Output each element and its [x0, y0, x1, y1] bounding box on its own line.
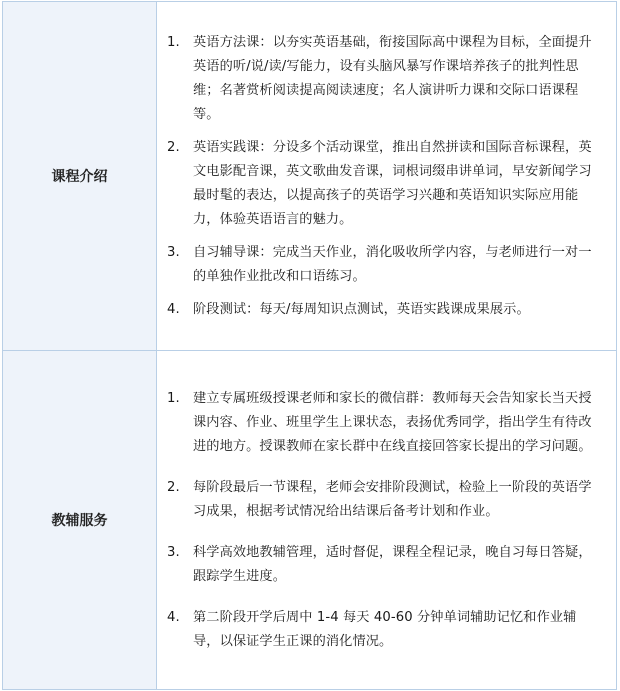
row-label-course-intro: 课程介绍	[3, 2, 157, 351]
list-number: 2.	[167, 479, 180, 495]
row-label-teaching-support: 教辅服务	[3, 351, 157, 690]
course-info-table	[2, 1, 617, 690]
list-text: 阶段测试：每天/每周知识点测试，英语实践课成果展示。	[193, 301, 530, 317]
list-text: 自习辅导课：完成当天作业，消化吸收所学内容，与老师进行一对一的单独作业批改和口语练习。	[193, 244, 592, 284]
list-number: 3.	[167, 544, 180, 560]
list-number: 2.	[167, 139, 180, 155]
list-number: 1.	[167, 34, 180, 50]
list-item	[163, 606, 598, 654]
list-text: 第二阶段开学后周中 1-4 每天 40-60 分钟单词辅助记忆和作业辅导，以保证学生正课的消化情况。	[193, 609, 577, 649]
list-item	[163, 476, 598, 524]
table-row	[3, 2, 617, 351]
list-item	[163, 541, 598, 589]
list-text: 建立专属班级授课老师和家长的微信群：教师每天会告知家长当天授课内容、作业、班里学生上课状态，表扬优秀同学，指出学生有待改进的地方。授课教师在家长群中在线直接回答家长提出的学习问题。	[193, 390, 592, 454]
list-text: 英语实践课：分设多个活动课堂，推出自然拼读和国际音标课程，英文电影配音课，英文歌曲发音课，词根词缀串讲单词，早安新闻学习最时髦的表达，以提高孩子的英语学习兴趣和英语知识实际应用能力，体验英语语言的魅力。	[193, 139, 592, 227]
list-number: 4.	[167, 609, 180, 625]
list-text: 每阶段最后一节课程，老师会安排阶段测试，检验上一阶段的英语学习成果，根据考试情况给出结课后备考计划和作业。	[193, 479, 592, 519]
list-number: 1.	[167, 390, 180, 406]
list-item	[163, 241, 598, 289]
list-item	[163, 31, 598, 127]
list-item	[163, 298, 598, 322]
table-row	[3, 351, 617, 690]
row-content-course-intro	[157, 2, 617, 351]
list-number: 3.	[167, 244, 180, 260]
list-text: 科学高效地教辅管理，适时督促，课程全程记录，晚自习每日答疑，跟踪学生进度。	[193, 544, 592, 584]
list-text: 英语方法课：以夯实英语基础，衔接国际高中课程为目标，全面提升英语的听/说/读/写能力，设有头脑风暴写作课培养孩子的批判性思维；名著赏析阅读提高阅读速度；名人演讲听力课和交际口语课程等。	[193, 34, 592, 122]
row-content-teaching-support	[157, 351, 617, 690]
list-item	[163, 387, 598, 459]
list-number: 4.	[167, 301, 180, 317]
list-item	[163, 136, 598, 232]
